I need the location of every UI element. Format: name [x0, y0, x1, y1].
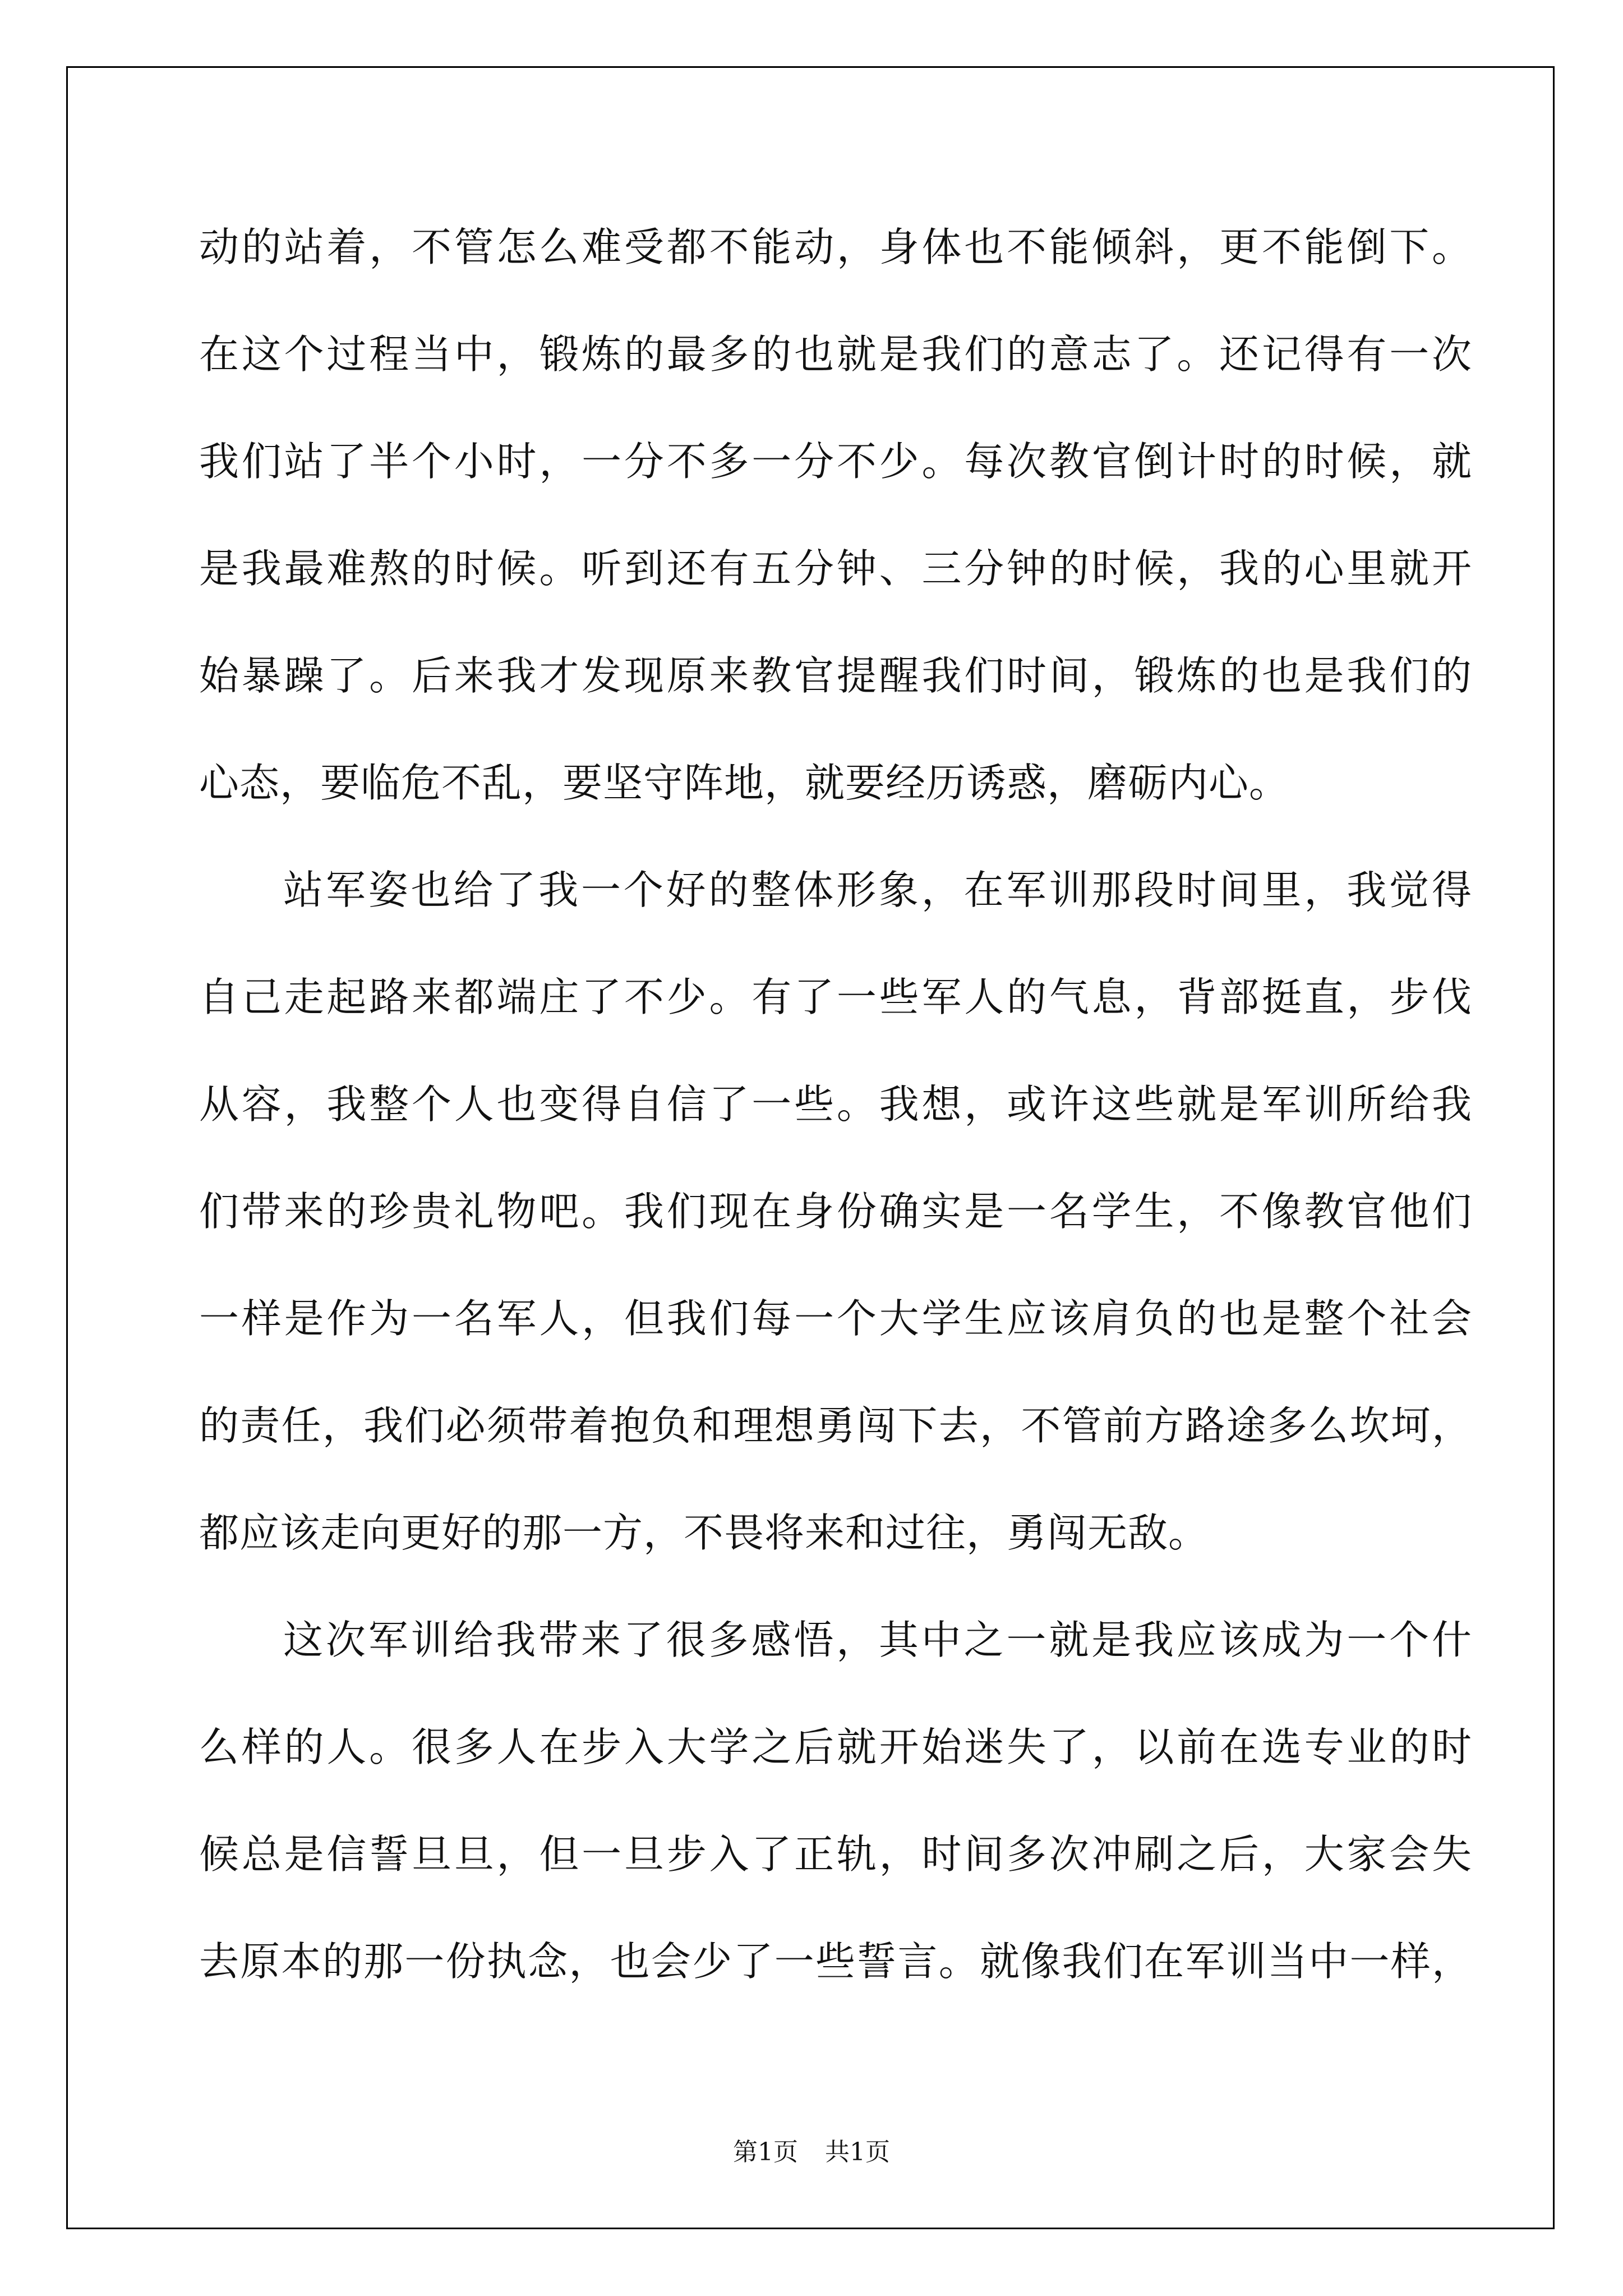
text-line: 始暴躁了。后来我才发现原来教官提醒我们时间，锻炼的也是我们的 [199, 652, 1472, 699]
text-line: 从容，我整个人也变得自信了一些。我想，或许这些就是军训所给我 [199, 1081, 1472, 1128]
paragraph-first-line: 站军姿也给了我一个好的整体形象，在军训那段时间里，我觉得 [283, 867, 1472, 913]
text-line: 心态，要临危不乱，要坚守阵地，就要经历诱惑，磨砺内心。 [199, 760, 1290, 806]
text-line: 们带来的珍贵礼物吧。我们现在身份确实是一名学生，不像教官他们 [199, 1188, 1472, 1235]
text-line: 我们站了半个小时，一分不多一分不少。每次教官倒计时的时候，就 [199, 438, 1472, 485]
text-line: 是我最难熬的时候。听到还有五分钟、三分钟的时候，我的心里就开 [199, 545, 1472, 592]
text-line: 的责任，我们必须带着抱负和理想勇闯下去，不管前方路途多么坎坷， [199, 1402, 1472, 1449]
page-footer [0, 2132, 1623, 2168]
paragraph-first-line: 这次军训给我带来了很多感悟，其中之一就是我应该成为一个什 [283, 1617, 1472, 1663]
text-line: 一样是作为一名军人，但我们每一个大学生应该肩负的也是整个社会 [199, 1295, 1472, 1342]
page-number: 第1页 [733, 2138, 798, 2166]
text-line: 去原本的那一份执念，也会少了一些誓言。就像我们在军训当中一样， [199, 1938, 1472, 1985]
text-line: 候总是信誓旦旦，但一旦步入了正轨，时间多次冲刷之后，大家会失 [199, 1831, 1472, 1878]
text-line: 自己走起路来都端庄了不少。有了一些军人的气息，背部挺直，步伐 [199, 974, 1472, 1020]
page-total: 共1页 [825, 2138, 890, 2166]
document-body [199, 194, 1472, 2015]
text-line: 动的站着，不管怎么难受都不能动，身体也不能倾斜，更不能倒下。 [199, 224, 1472, 270]
text-line: 都应该走向更好的那一方，不畏将来和过往，勇闯无敌。 [199, 1510, 1209, 1556]
text-line: 么样的人。很多人在步入大学之后就开始迷失了，以前在选专业的时 [199, 1724, 1472, 1770]
text-line: 在这个过程当中，锻炼的最多的也就是我们的意志了。还记得有一次 [199, 331, 1472, 378]
